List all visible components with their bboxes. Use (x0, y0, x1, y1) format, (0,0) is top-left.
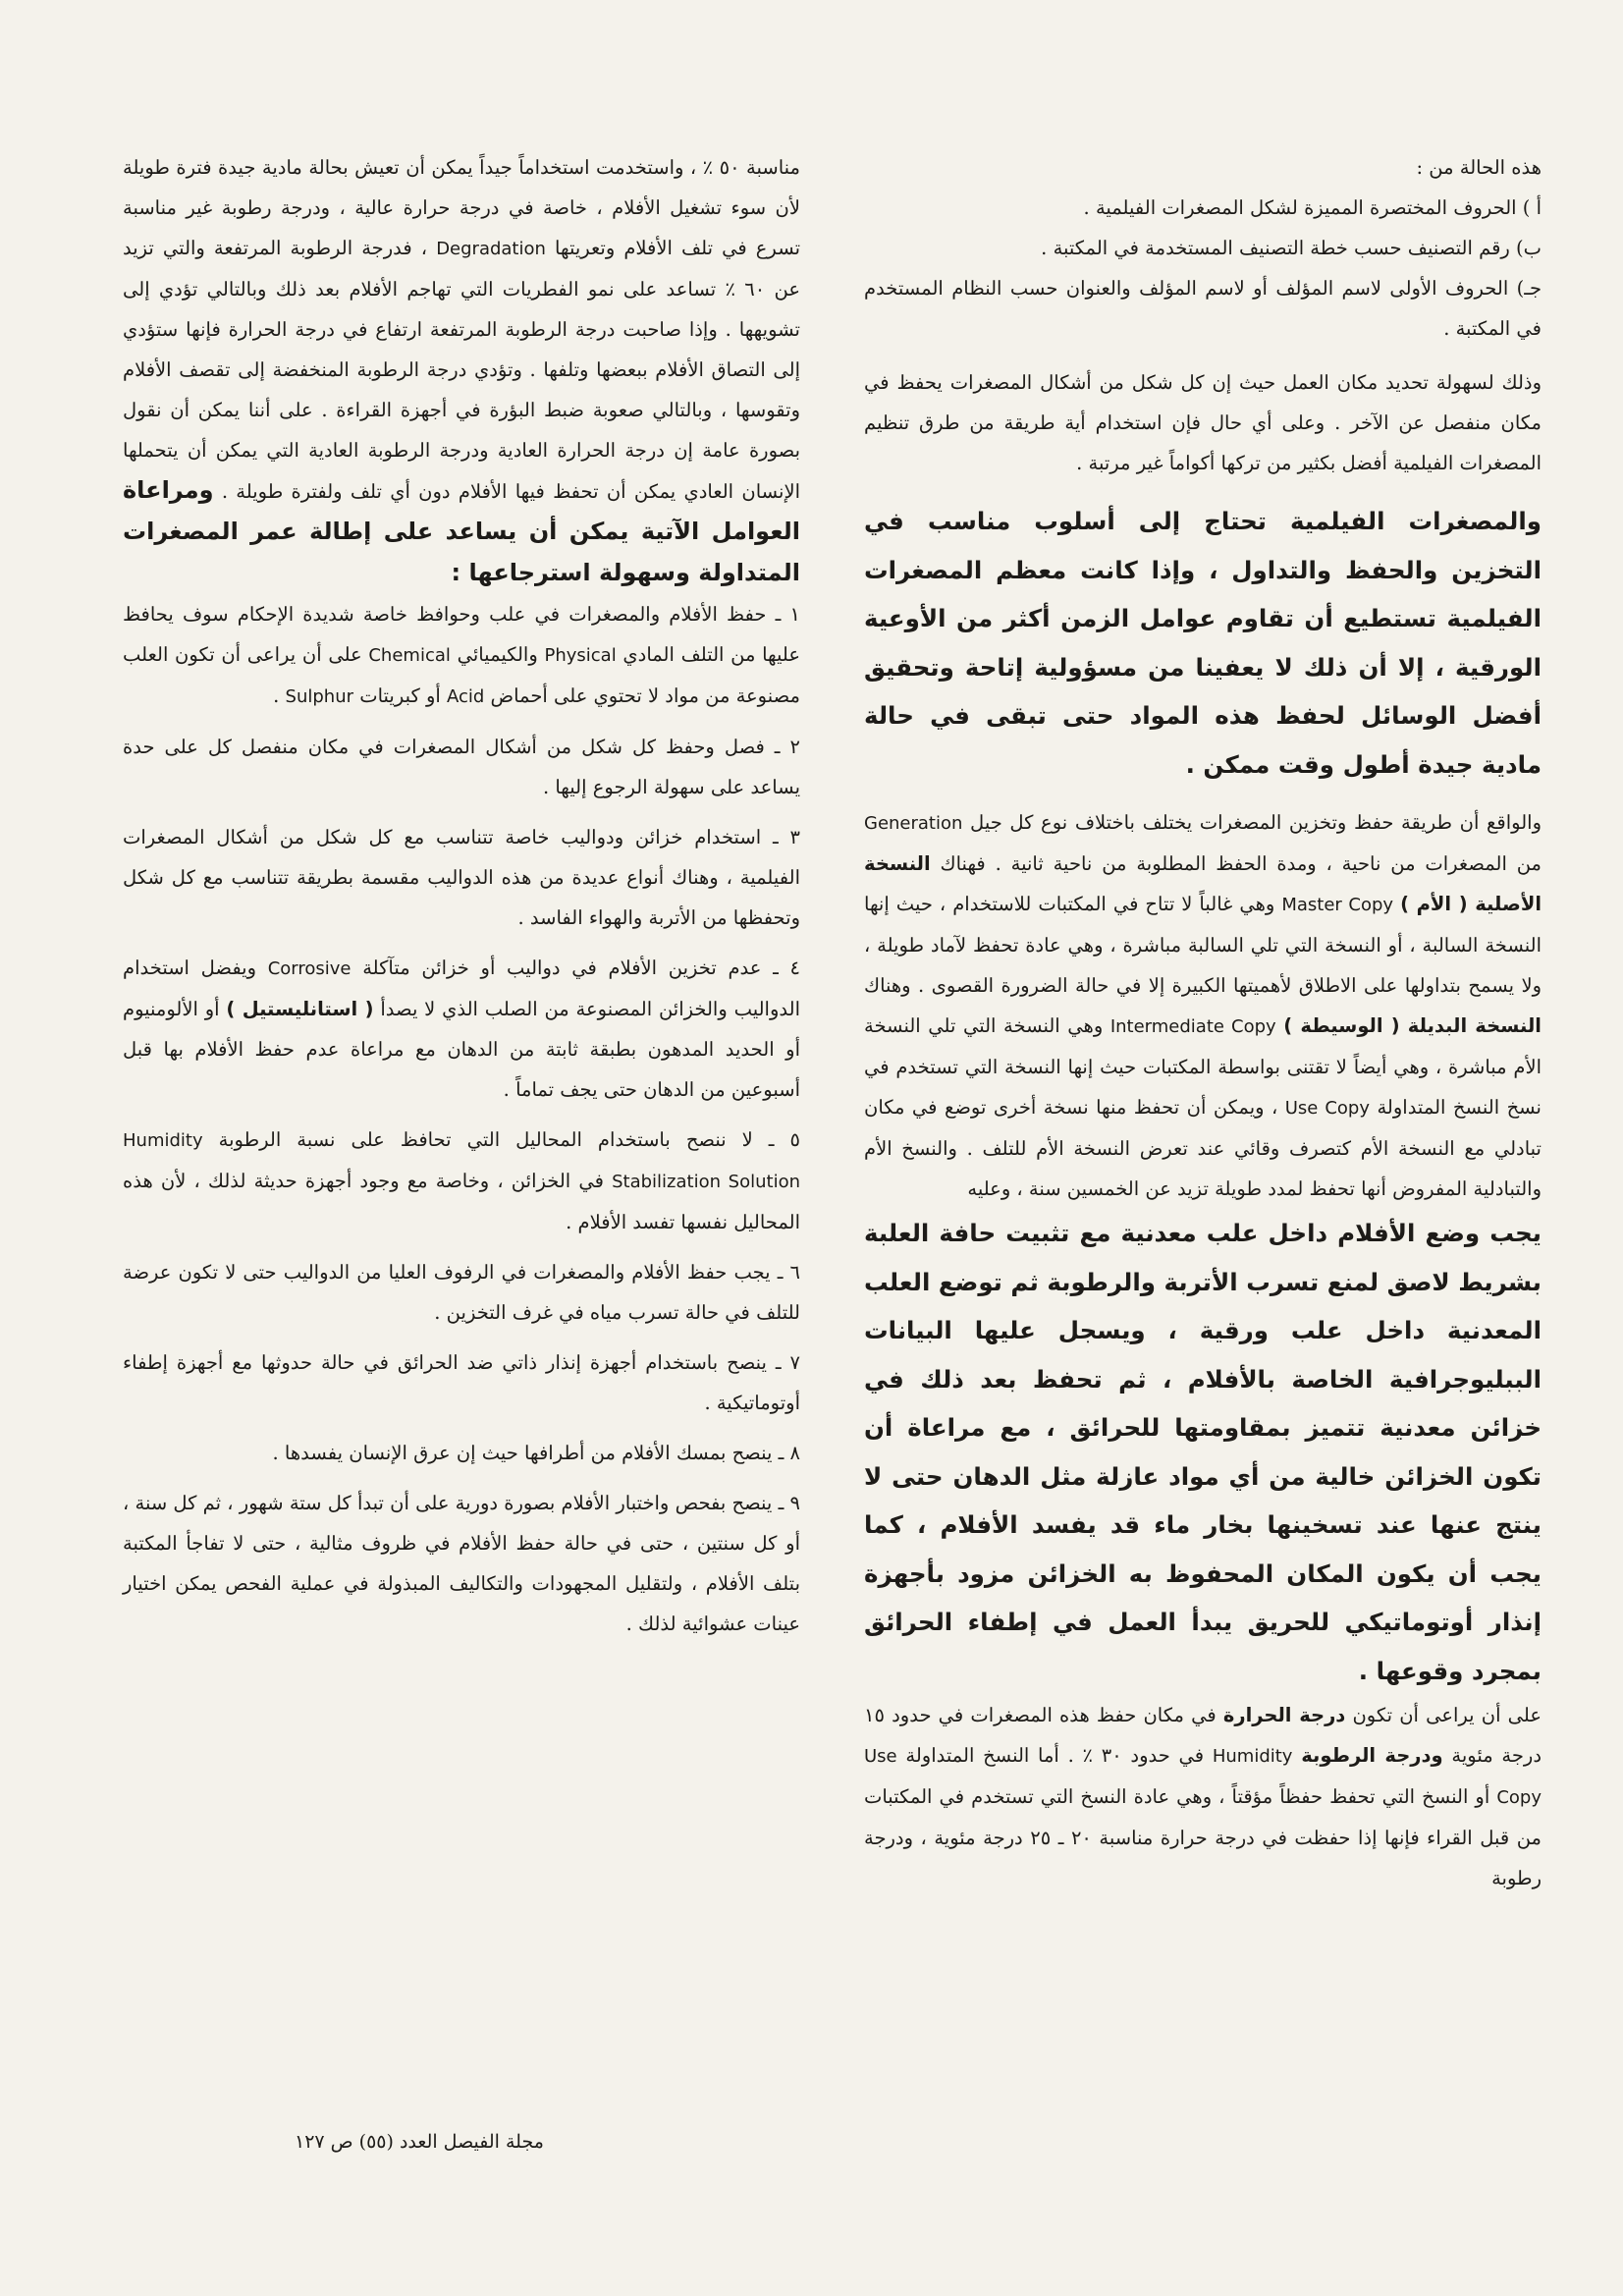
text: . (273, 684, 280, 707)
list-item: ب) رقم التصنيف حسب خطة التصنيف المستخدمة في المكتبة . (1041, 237, 1542, 259)
text: على أن يراعى أن تكون العلب مصنوعة من مواد لا تحتوي على أحماض (123, 643, 800, 707)
text: في الخزائن ، وخاصة مع وجود أجهزة حديثة لذلك ، لأن هذه المحاليل نفسها تفسد الأفلام . (123, 1170, 800, 1233)
text: وهي النسخة التي تلي النسخة الأم مباشرة ، وهي أيضاً لا تقتنى بواسطة المكتبات حيث إنها النسخة التي تستخدم في نسخ النسخ المتداولة (864, 1014, 1542, 1119)
text: في مكان حفظ هذه المصغرات في حدود ١٥ درجة مئوية (864, 1704, 1542, 1767)
list-item (123, 1120, 800, 1242)
paragraph: هذه الحالة من : (1416, 156, 1542, 179)
term-intermediate-en: Intermediate Copy (1109, 1016, 1276, 1037)
list-item: ٦ ـ يجب حفظ الأفلام والمصغرات في الرفوف العليا من الدواليب حتى لا تكون عرضة للتلف في حالة تسرب مياه في غرف التخزين . (123, 1261, 800, 1324)
list-item: ٢ ـ فصل وحفظ كل شكل من أشكال المصغرات في مكان منفصل كل على حدة يساعد على سهولة الرجوع إليها . (123, 736, 800, 798)
text: ١ ـ حفظ الأفلام والمصغرات في علب وحوافظ خاصة شديدة الإحكام سوف يحافظ عليها من التلف المادي (123, 603, 801, 666)
term-corrosive: Corrosive (267, 958, 352, 979)
text: ويفضل استخدام الدواليب والخزائن المصنوعة من الصلب الذي لا يصدأ (123, 957, 800, 1020)
text: أو الألومنيوم أو الحديد المدهون بطبقة ثابتة من الدهان مع مراعاة عدم حفظ الأفلام بها قبل أسبوعين من الدهان حتى يجف تماماً . (123, 998, 800, 1101)
left-column (123, 147, 800, 1644)
paragraph: وذلك لسهولة تحديد مكان العمل حيث إن كل شكل من أشكال المصغرات يحفظ في مكان منفصل عن الآخر . وعلى أي حال فإن استخدام أية طريقة من طرق تنظيم المصغرات الفيلمية أفضل بكثير من تركها أكواماً غير مرتبة . (864, 371, 1542, 474)
term-use-copy: Use Copy (1284, 1098, 1371, 1119)
list-item: ٨ ـ ينصح بمسك الأفلام من أطرافها حيث إن عرق الإنسان يفسدها . (272, 1442, 800, 1464)
term-humidity-solution: Humidity Stabilization Solution (123, 1130, 800, 1192)
text: على أن يراعى أن تكون (1352, 1704, 1542, 1726)
text: والواقع أن طريقة حفظ وتخزين المصغرات يختلف باختلاف نوع كل جيل (970, 811, 1542, 834)
paragraph (123, 147, 800, 594)
term-degradation: Degradation (436, 239, 546, 259)
list-item: ٣ ـ استخدام خزائن ودواليب خاصة تتناسب مع كل شكل من أشكال المصغرات الفيلمية ، وهناك أنواع عديدة من هذه الدواليب مقسمة بطريقة تتناسب مع كل شكل وتحفظها من الأتربة والهواء الفاسد . (123, 826, 800, 929)
right-column (864, 147, 1542, 1898)
list-item (123, 594, 800, 717)
text: ٤ ـ عدم تخزين الأفلام في دواليب أو خزائن متآكلة (362, 957, 800, 979)
bold-paragraph: والمصغرات الفيلمية تحتاج إلى أسلوب مناسب في التخزين والحفظ والتداول ، وإذا كانت معظم المصغرات الفيلمية تستطيع أن تقاوم عوامل الزمن أكثر من الأوعية الورقية ، إلا أن ذلك لا يعفينا من مسؤولية إتاحة وتحقيق أفضل الوسائل لحفظ هذه المواد حتى تبقى في حالة مادية جيدة أطول وقت ممكن . (864, 507, 1542, 779)
bold-paragraph: يجب وضع الأفلام داخل علب معدنية مع تثبيت حافة العلبة بشريط لاصق لمنع تسرب الأتربة والرطوبة ثم توضع العلب المعدنية داخل علب ورقية ، ويسجل عليها البيانات الببليوجرافية الخاصة بالأفلام ، ثم تحفظ بعد ذلك في خزائن معدنية تتميز بمقاومتها للحرائق ، مع مراعاة أن تكون الخزائن خالية من أي مواد عازلة مثل الدهان حتى لا ينتج عنها عند تسخينها بخار ماء قد يفسد الأفلام ، كما يجب أن يكون المكان المحفوظ به الخزائن مزود بأجهزة إنذار أوتوماتيكي للحريق يبدأ العمل في إطفاء الحرائق بمجرد وقوعها . (864, 1219, 1542, 1685)
term-generation: Generation (864, 813, 963, 834)
term-intermediate-ar: النسخة البديلة ( الوسيطة ) (1283, 1014, 1542, 1037)
term-master-copy-ar: النسخة الأصلية ( الأم ) (864, 852, 1542, 915)
text: من المصغرات من ناحية ، ومدة الحفظ المطلوبة من ناحية ثانية . فهناك (940, 852, 1542, 875)
list-item (123, 948, 800, 1110)
text: أو كبريتات (359, 684, 441, 707)
text: ، ويمكن أن تحفظ منها نسخة أخرى توضع في مكان تبادلي مع النسخة الأم كتصرف وقائي عند تعرض النسخة الأم للتلف . والنسخ الأم والتبادلية المفروض أنها تحفظ لمدد طويلة تزيد عن الخمسين سنة ، وعليه (864, 1096, 1542, 1200)
list-item: ٩ ـ ينصح بفحص واختبار الأفلام بصورة دورية على أن تبدأ كل ستة شهور ، ثم كل سنة ، أو كل سنتين ، حتى في حالة حفظ الأفلام في ظروف مثالية ، حتى لا تفاجأ المكتبة بتلف الأفلام ، ولتقليل المجهودات والتكاليف المبذولة في عملية الفحص يمكن اختيار عينات عشوائية لذلك . (123, 1492, 800, 1635)
text: مناسبة ٥٠ ٪ ، واستخدمت استخداماً جيداً يمكن أن تعيش بحالة مادية جيدة فترة طويلة لأن سوء تشغيل الأفلام ، خاصة في درجة حرارة عالية ، ودرجة رطوبة غير مناسبة تسرع في تلف الأفلام وتعريتها (123, 156, 801, 259)
term-chemical: Chemical (368, 645, 451, 666)
text: وهي غالباً لا تتاح في المكتبات للاستخدام ، حيث إنها النسخة السالبة ، أو النسخة التي تلي السالبة مباشرة ، وهي عادة تحفظ لآماد طويلة ، ولا يسمح بتداولها على الاطلاق لأهميتها الكبيرة إلا في حالة الضرورة القصوى . وهناك (864, 893, 1542, 997)
bold-text: ومراعاة العوامل الآتية يمكن أن يساعد على إطالة عمر المصغرات المتداولة وسهولة استرجاعها : (123, 476, 800, 586)
term-use-copy: Use Copy (864, 1746, 1542, 1808)
text: أو النسخ التي تحفظ حفظاً مؤقتاً ، وهي عادة النسخ التي تستخدم في المكتبات من قبل القراء فإنها إذا حفظت في درجة حرارة مناسبة ٢٠ ـ ٢٥ درجة مئوية ، ودرجة رطوبة (864, 1785, 1542, 1889)
term-physical: Physical (544, 645, 617, 666)
text: والكيميائي (457, 643, 538, 666)
term-humidity-en: Humidity (1212, 1746, 1293, 1767)
term-temperature: درجة الحرارة (1222, 1704, 1346, 1726)
term-humidity-ar: ودرجة الرطوبة (1301, 1744, 1443, 1767)
list-item: جـ) الحروف الأولى لاسم المؤلف أو لاسم المؤلف والعنوان حسب النظام المستخدم في المكتبة . (864, 277, 1542, 340)
text: ، فدرجة الرطوبة المرتفعة والتي تزيد عن ٦٠ ٪ تساعد على نمو الفطريات التي تهاجم الأفلام بعد ذلك وبالتالي تؤدي إلى تشويهها . وإذا صاحبت درجة الرطوبة المرتفعة ارتفاع في درجة الحرارة فإنها ستؤدي إلى التصاق الأفلام ببعضها وتلفها . وتؤدي درجة الرطوبة المنخفضة إلى تقصف الأفلام وتقوسها ، وبالتالي صعوبة ضبط البؤرة في أجهزة القراءة . على أننا يمكن أن نقول بصورة عامة إن درجة الحرارة العادية ودرجة الرطوبة العادية التي يمكن أن يتحملها الإنسان العادي يمكن أن تحفظ فيها الأفلام دون أي تلف ولفترة طويلة . (123, 237, 801, 503)
term-acid: Acid (447, 686, 485, 707)
paragraph (864, 802, 1542, 1209)
list-item: ٧ ـ ينصح باستخدام أجهزة إنذار ذاتي ضد الحرائق في حالة حدوثها مع أجهزة إطفاء أوتوماتيكية . (123, 1351, 800, 1414)
text: ٥ ـ لا ننصح باستخدام المحاليل التي تحافظ على نسبة الرطوبة (218, 1128, 800, 1151)
list-item: أ ) الحروف المختصرة المميزة لشكل المصغرات الفيلمية . (1083, 196, 1542, 219)
term-master-copy-en: Master Copy (1281, 895, 1394, 915)
text: في حدود ٣٠ ٪ . أما النسخ المتداولة (905, 1744, 1205, 1767)
page-footer: مجلة الفيصل العدد (٥٥) ص ١٢٧ (295, 2131, 544, 2153)
term-stainless-steel: ( استانليستيل ) (226, 998, 374, 1020)
factors-list (123, 594, 800, 1644)
term-sulphur: Sulphur (285, 686, 354, 707)
paragraph (864, 1695, 1542, 1898)
